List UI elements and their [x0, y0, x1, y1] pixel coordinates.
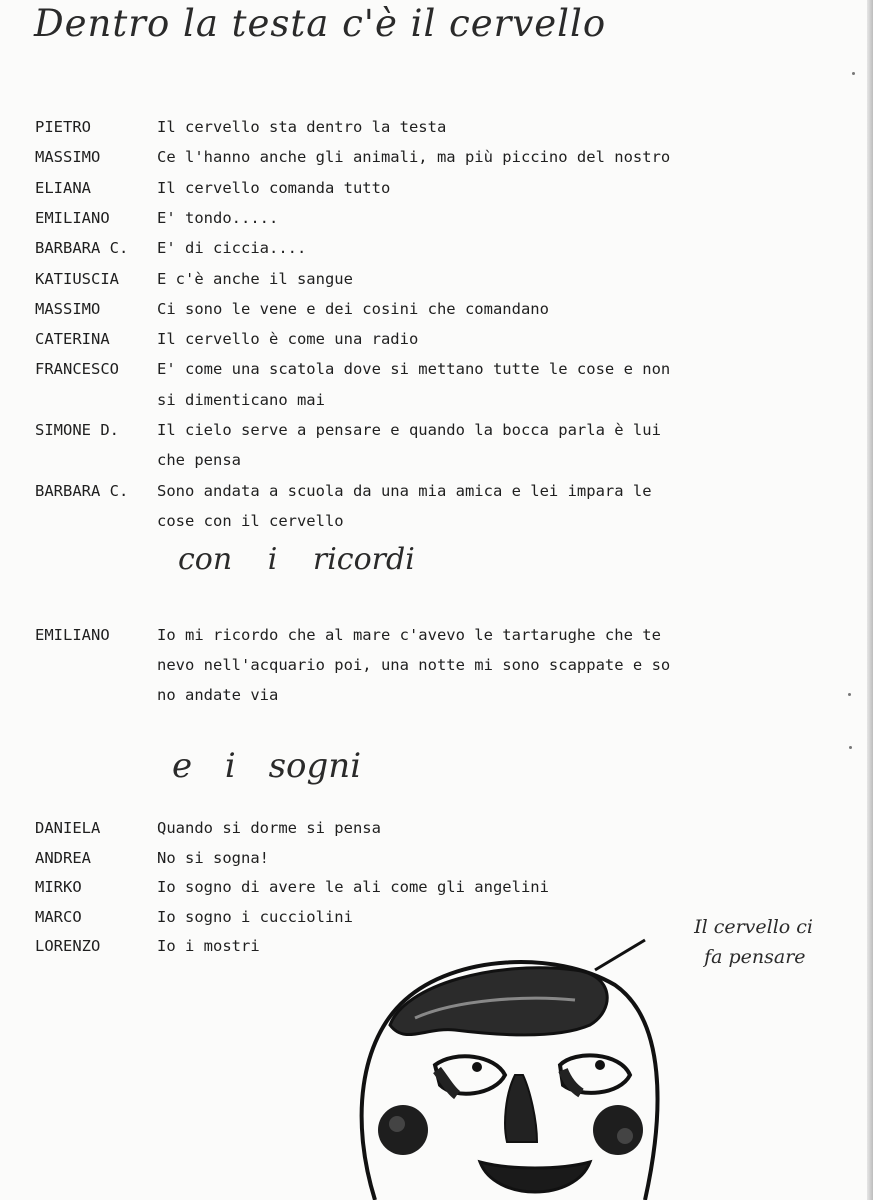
speaker-name: DANIELA	[35, 819, 101, 837]
paper-speck	[849, 746, 852, 749]
dialogue-line: No si sogna!	[157, 848, 269, 867]
dialogue-row	[0, 415, 873, 476]
dialogue-line: Sono andata a scuola da una mia amica e lei impara le	[157, 481, 652, 500]
dialogue-line: Il cervello è come una radio	[157, 330, 419, 349]
dialogue-line: si dimenticano mai	[157, 390, 325, 409]
speaker-name: PIETRO	[35, 118, 91, 136]
dialogue-row	[0, 233, 873, 263]
dialogue-line: che pensa	[157, 451, 241, 470]
caption-pointer-line	[595, 940, 645, 970]
speaker-name: SIMONE D.	[35, 421, 119, 439]
speaker-name: CATERINA	[35, 330, 110, 349]
dialogue-line: Ce l'hanno anche gli animali, ma più piccino del nostro	[157, 148, 671, 167]
speaker-name: MARCO	[35, 907, 82, 926]
speaker-name: MIRKO	[35, 878, 82, 896]
dialogue-line: Il cervello comanda tutto	[157, 178, 391, 197]
drawing-caption	[694, 912, 813, 972]
child-drawing-head	[345, 930, 675, 1200]
dialogue-row	[0, 872, 873, 902]
right-cheek	[593, 1105, 643, 1155]
dialogue-row	[0, 476, 873, 537]
paper-speck	[848, 693, 851, 696]
dialogue-row	[0, 354, 873, 415]
speaker-name: ELIANA	[35, 178, 91, 197]
dialogue-line: nevo nell'acquario poi, una notte mi sono scappate e so	[157, 656, 671, 674]
subtitle-memories: con i ricordi	[178, 542, 415, 577]
speaker-name: FRANCESCO	[35, 360, 119, 379]
dialogue-line: E' come una scatola dove si mettano tutte le cose e non	[157, 360, 671, 379]
dialogue-line: Io i mostri	[157, 937, 260, 955]
dialogue-line: Io sogno di avere le ali come gli angelini	[157, 878, 549, 896]
speaker-name: KATIUSCIA	[35, 269, 119, 288]
speaker-name: ANDREA	[35, 848, 91, 867]
dialogue-row	[0, 843, 873, 873]
dialogue-line: E' tondo.....	[157, 208, 279, 227]
dialogue-line: Io mi ricordo che al mare c'avevo le tartarughe che te	[157, 626, 661, 644]
dialogue-line: E c'è anche il sangue	[157, 269, 353, 288]
dialogue-line: Il cielo serve a pensare e quando la bocca parla è lui	[157, 421, 661, 439]
dialogue-line: Io sogno i cucciolini	[157, 907, 353, 926]
left-cheek	[378, 1105, 428, 1155]
dialogue-row	[0, 324, 873, 354]
subtitle-dreams: e i sogni	[172, 746, 362, 786]
dialogue-line: Il cervello sta dentro la testa	[157, 118, 447, 136]
dialogue-row	[0, 294, 873, 324]
dialogue-row	[0, 173, 873, 203]
page-title: Dentro la testa c'è il cervello	[34, 2, 607, 45]
speaker-name: BARBARA C.	[35, 239, 129, 258]
speaker-name: EMILIANO	[35, 208, 110, 227]
speaker-name: BARBARA C.	[35, 481, 129, 500]
caption-line-1: Il cervello ci	[694, 916, 813, 938]
dialogue-row	[0, 264, 873, 294]
speaker-name: MASSIMO	[35, 148, 101, 167]
dialogue-line: Ci sono le vene e dei cosini che comandano	[157, 299, 549, 318]
dialogue-line: no andate via	[157, 686, 279, 704]
caption-line-2: fa pensare	[704, 946, 806, 968]
dialogue-row	[0, 203, 873, 233]
dialogue-line: Quando si dorme si pensa	[157, 819, 381, 837]
speaker-name: MASSIMO	[35, 299, 101, 318]
dialogue-row	[0, 112, 873, 142]
paper-speck	[852, 72, 855, 75]
mouth	[480, 1162, 590, 1192]
nose	[505, 1075, 537, 1142]
dialogue-row	[0, 620, 873, 710]
dialogue-row	[0, 813, 873, 843]
dialogue-row	[0, 142, 873, 172]
dialogue-line: E' di ciccia....	[157, 239, 307, 258]
speaker-name: EMILIANO	[35, 626, 110, 644]
dialogue-line: cose con il cervello	[157, 511, 344, 530]
speaker-name: LORENZO	[35, 937, 101, 955]
